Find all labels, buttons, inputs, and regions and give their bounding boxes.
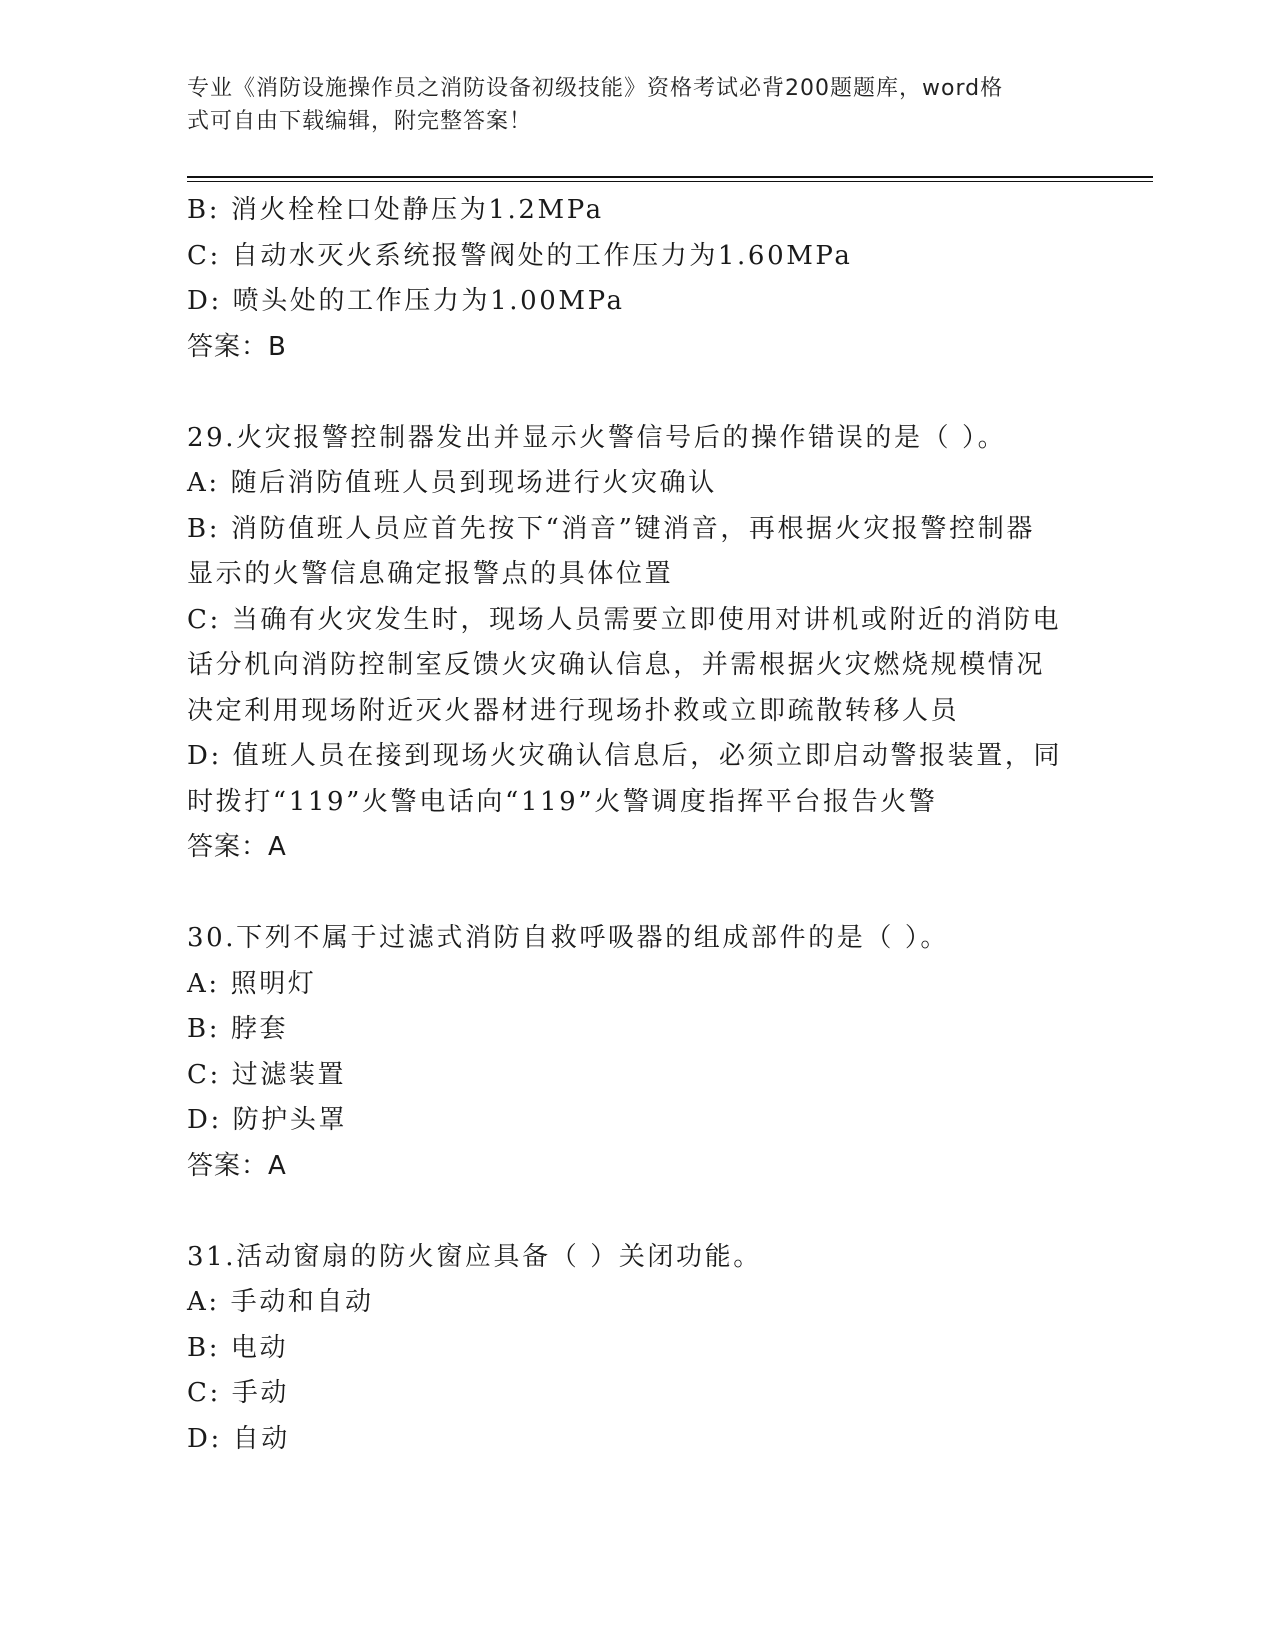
q30-option-b: B: 脖套: [187, 1014, 289, 1044]
q29-option-c-line-1: C: 当确有火灾发生时，现场人员需要立即使用对讲机或附近的消防电: [187, 604, 1062, 635]
q31-option-c: C: 手动: [187, 1378, 289, 1408]
spacer: [187, 370, 1087, 416]
q29-option-c-line-2: 话分机向消防控制室反馈火灾确认信息，并需根据火灾燃烧规模情况: [187, 650, 1046, 680]
q29-option-b-line-2: 显示的火警信息确定报警点的具体位置: [187, 559, 674, 589]
header-line-1: 专业《消防设施操作员之消防设备初级技能》资格考试必背200题题库，word格: [187, 76, 1004, 101]
q31-option-b: B: 电动: [187, 1332, 289, 1363]
q29-option-a: A: 随后消防值班人员到现场进行火灾确认: [187, 468, 717, 498]
page-header: [187, 72, 1067, 138]
q30-option-a: A: 照明灯: [187, 968, 317, 999]
question-29-block: [187, 416, 1087, 871]
q29-question: 29.火灾报警控制器发出并显示火警信号后的操作错误的是（ ）。: [187, 422, 1007, 453]
q29-option-b-line-1: B: 消防值班人员应首先按下“消音”键消音，再根据火灾报警控制器: [187, 513, 1035, 544]
question-30-block: [187, 916, 1087, 1189]
q29-option-c-line-3: 决定利用现场附近灭火器材进行现场扑救或立即疏散转移人员: [187, 695, 960, 726]
q28-option-b: B: 消火栓栓口处静压为1.2MPa: [187, 195, 604, 225]
header-rule-thick: [187, 176, 1153, 178]
question-31-block: [187, 1235, 1087, 1463]
q28-answer: 答案：B: [187, 331, 287, 362]
header-rule-thin: [187, 181, 1153, 182]
question-28-block: [187, 188, 1087, 370]
q31-option-d: D: 自动: [187, 1423, 290, 1454]
q31-option-a: A: 手动和自动: [187, 1287, 374, 1317]
q29-option-d-line-1: D: 值班人员在接到现场火灾确认信息后，必须立即启动警报装置，同: [187, 741, 1063, 771]
q29-answer: 答案：A: [187, 832, 287, 862]
q28-option-c: C: 自动水灭火系统报警阀处的工作压力为1.60MPa: [187, 240, 853, 271]
q30-answer: 答案：A: [187, 1150, 287, 1181]
q29-option-d-line-2: 时拨打“119”火警电话向“119”火警调度指挥平台报告火警: [187, 786, 938, 817]
spacer: [187, 1189, 1087, 1235]
spacer: [187, 871, 1087, 917]
q30-question: 30.下列不属于过滤式消防自救呼吸器的组成部件的是（ ）。: [187, 923, 950, 953]
q30-option-c: C: 过滤装置: [187, 1059, 347, 1090]
q30-option-d: D: 防护头罩: [187, 1105, 348, 1135]
header-line-2: 式可自由下载编辑，附完整答案！: [187, 109, 533, 134]
q28-option-d: D: 喷头处的工作压力为1.00MPa: [187, 286, 625, 316]
q31-question: 31.活动窗扇的防火窗应具备（ ）关闭功能。: [187, 1241, 762, 1272]
document-body: [187, 188, 1087, 1462]
